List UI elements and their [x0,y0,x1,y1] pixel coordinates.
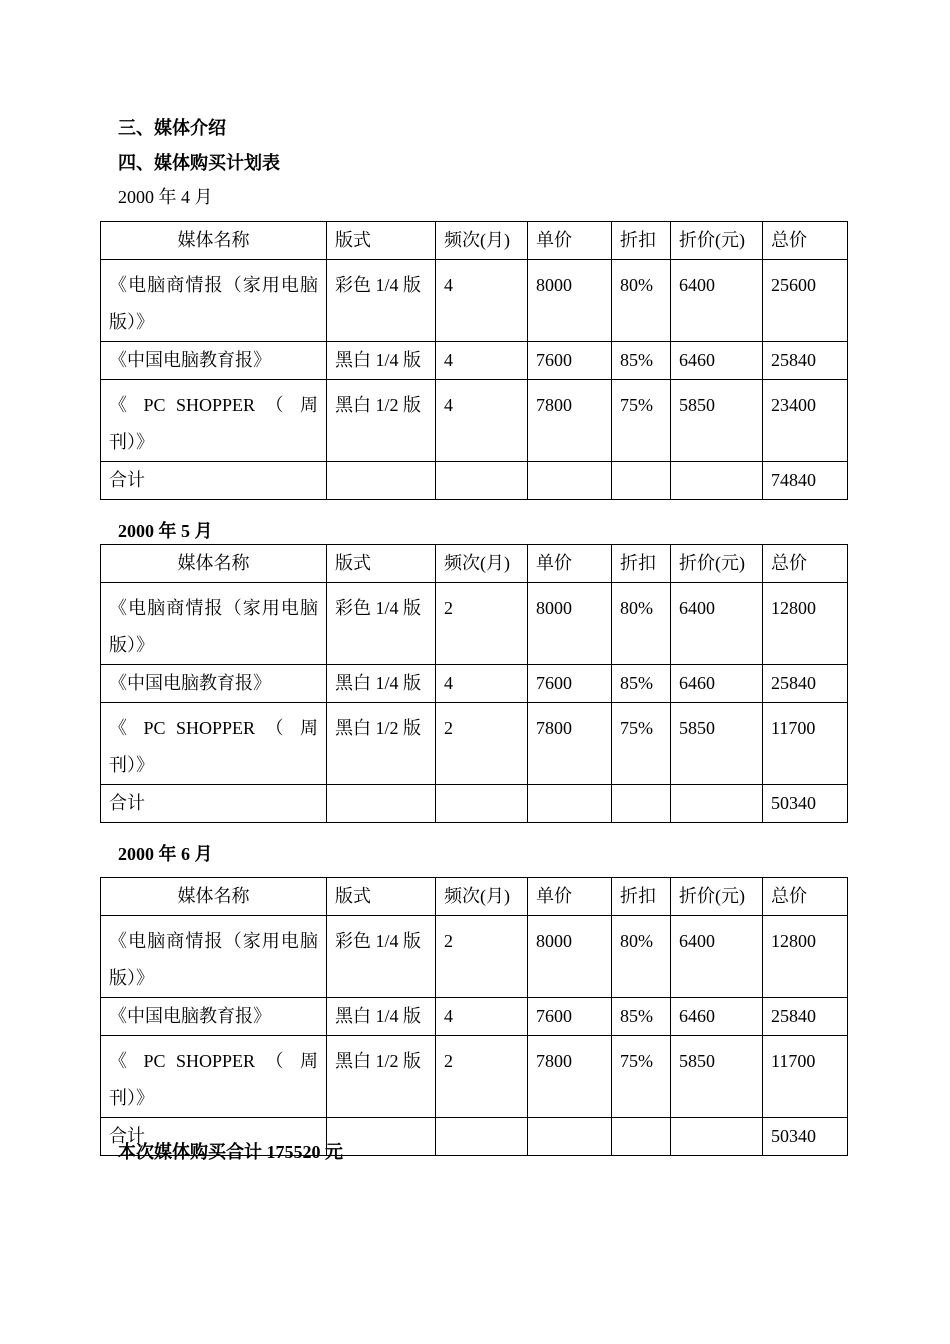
table-cell: 6460 [671,342,763,380]
table-row [101,380,848,462]
empty-cell [436,462,528,500]
total-label: 合计 [101,462,327,500]
column-header: 媒体名称 [101,878,327,916]
empty-cell [528,462,612,500]
media-name-cell: 《 PC SHOPPER （ 周刊）》 [101,1036,327,1118]
empty-cell [327,785,436,823]
media-name-cell: 《电脑商情报（家用电脑版）》 [101,583,327,665]
media-table-may [100,544,848,823]
empty-cell [612,462,671,500]
table-cell: 4 [436,380,528,462]
table-cell: 85% [612,665,671,703]
column-header: 版式 [327,222,436,260]
table-cell: 2 [436,916,528,998]
table-cell: 6400 [671,260,763,342]
table-cell: 5850 [671,1036,763,1118]
table-cell: 8000 [528,916,612,998]
media-name-cell: 《电脑商情报（家用电脑版）》 [101,916,327,998]
grand-total: 本次媒体购买合计 175520 元 [118,1142,343,1162]
table-cell: 80% [612,260,671,342]
empty-cell [327,462,436,500]
column-header: 频次(月) [436,878,528,916]
media-name-cell: 《电脑商情报（家用电脑版）》 [101,260,327,342]
total-value: 50340 [763,1118,848,1156]
column-header: 折扣 [612,222,671,260]
table-header-row [101,222,848,260]
total-row [101,462,848,500]
table-cell: 7600 [528,342,612,380]
total-value: 50340 [763,785,848,823]
media-table-june [100,877,848,1156]
empty-cell [671,785,763,823]
table-cell: 75% [612,703,671,785]
table-cell: 黑白 1/4 版 [327,342,436,380]
table-cell: 8000 [528,260,612,342]
table-cell: 75% [612,1036,671,1118]
column-header: 频次(月) [436,545,528,583]
table-cell: 7600 [528,998,612,1036]
column-header: 总价 [763,545,848,583]
table-cell: 黑白 1/2 版 [327,1036,436,1118]
media-name-cell: 《 PC SHOPPER （ 周刊）》 [101,703,327,785]
column-header: 媒体名称 [101,222,327,260]
column-header: 折扣 [612,878,671,916]
table-cell: 2 [436,703,528,785]
column-header: 版式 [327,878,436,916]
column-header: 单价 [528,545,612,583]
month-label-june: 2000 年 6 月 [118,844,213,864]
table-cell: 5850 [671,703,763,785]
table-cell: 8000 [528,583,612,665]
column-header: 折价(元) [671,878,763,916]
column-header: 频次(月) [436,222,528,260]
total-label: 合计 [101,785,327,823]
table-cell: 7600 [528,665,612,703]
table-cell: 4 [436,342,528,380]
table-cell: 黑白 1/4 版 [327,998,436,1036]
table-cell: 黑白 1/2 版 [327,703,436,785]
table-cell: 23400 [763,380,848,462]
table-cell: 7800 [528,380,612,462]
total-value: 74840 [763,462,848,500]
empty-cell [436,1118,528,1156]
table-cell: 80% [612,583,671,665]
table-header-row [101,878,848,916]
table-row [101,916,848,998]
table-cell: 2 [436,583,528,665]
table-cell: 11700 [763,1036,848,1118]
table-cell: 2 [436,1036,528,1118]
table-cell: 11700 [763,703,848,785]
table-cell: 85% [612,342,671,380]
table-cell: 85% [612,998,671,1036]
section-heading-purchase-plan: 四、媒体购买计划表 [118,153,280,173]
month-label-april: 2000 年 4 月 [118,187,213,207]
table-row [101,665,848,703]
column-header: 折价(元) [671,222,763,260]
column-header: 折扣 [612,545,671,583]
table-cell: 6400 [671,583,763,665]
total-label: 合计 [101,1118,327,1156]
empty-cell [612,785,671,823]
table-cell: 5850 [671,380,763,462]
table-cell: 80% [612,916,671,998]
column-header: 单价 [528,878,612,916]
table-cell: 75% [612,380,671,462]
table-row [101,342,848,380]
table-cell: 4 [436,260,528,342]
month-label-may: 2000 年 5 月 [118,521,213,541]
table-cell: 黑白 1/4 版 [327,665,436,703]
column-header: 媒体名称 [101,545,327,583]
table-cell: 4 [436,665,528,703]
table-row [101,260,848,342]
media-table-april [100,221,848,500]
table-header-row [101,545,848,583]
total-row [101,785,848,823]
media-name-cell: 《 PC SHOPPER （ 周刊）》 [101,380,327,462]
empty-cell [612,1118,671,1156]
table-cell: 彩色 1/4 版 [327,916,436,998]
table-cell: 25840 [763,342,848,380]
table-cell: 25840 [763,998,848,1036]
media-name-cell: 《中国电脑教育报》 [101,665,327,703]
table-cell: 7800 [528,1036,612,1118]
table-cell: 4 [436,998,528,1036]
section-heading-media-intro: 三、媒体介绍 [118,118,226,138]
table-row [101,703,848,785]
empty-cell [528,1118,612,1156]
table-cell: 25840 [763,665,848,703]
table-row [101,1036,848,1118]
empty-cell [436,785,528,823]
table-cell: 6460 [671,998,763,1036]
table-row [101,998,848,1036]
empty-cell [671,1118,763,1156]
table-cell: 12800 [763,583,848,665]
table-cell: 7800 [528,703,612,785]
table-cell: 彩色 1/4 版 [327,260,436,342]
column-header: 总价 [763,222,848,260]
table-cell: 彩色 1/4 版 [327,583,436,665]
media-name-cell: 《中国电脑教育报》 [101,998,327,1036]
table-cell: 25600 [763,260,848,342]
empty-cell [528,785,612,823]
table-cell: 6400 [671,916,763,998]
column-header: 折价(元) [671,545,763,583]
column-header: 版式 [327,545,436,583]
column-header: 单价 [528,222,612,260]
table-cell: 黑白 1/2 版 [327,380,436,462]
media-name-cell: 《中国电脑教育报》 [101,342,327,380]
column-header: 总价 [763,878,848,916]
empty-cell [671,462,763,500]
table-row [101,583,848,665]
table-cell: 6460 [671,665,763,703]
table-cell: 12800 [763,916,848,998]
